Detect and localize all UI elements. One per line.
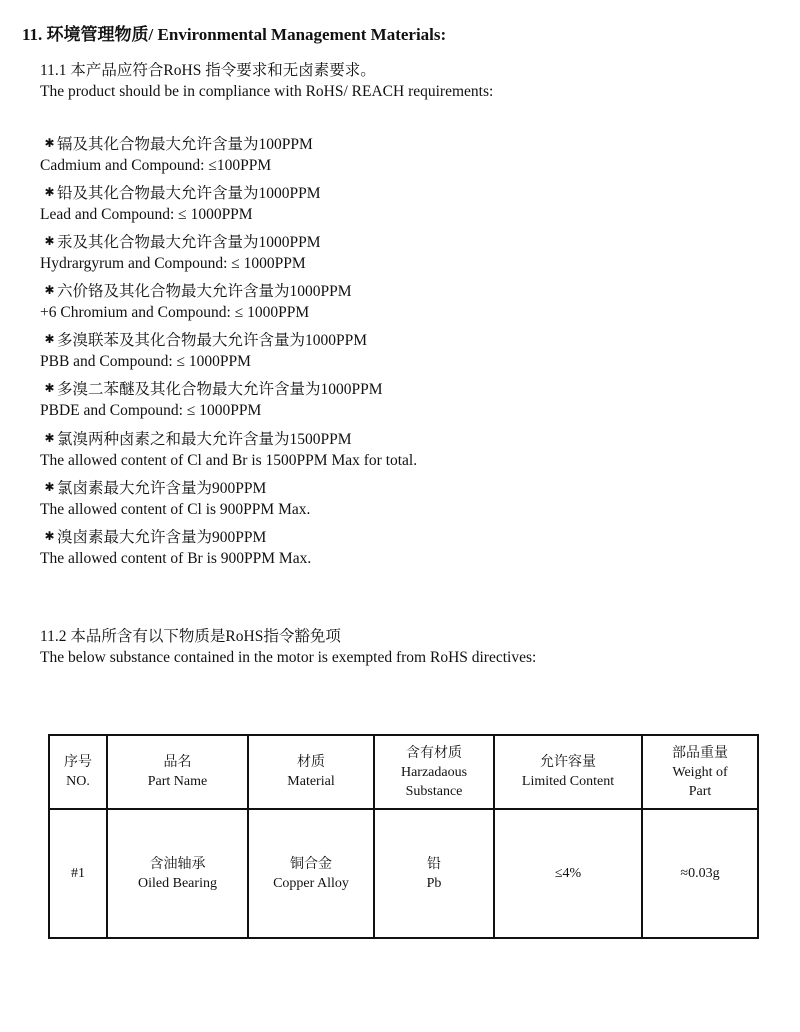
cell-substance: [374, 809, 494, 938]
limit-cn-text: 汞及其化合物最大允许含量为1000PPM: [57, 234, 321, 251]
header-cn: 品名: [163, 755, 192, 770]
limit-item-mercury-en: Hydrargyrum and Compound: ≤ 1000PPM: [40, 255, 306, 272]
section-11-1-en: The product should be in compliance with RoHS/ REACH requirements:: [40, 83, 494, 100]
limit-item-mercury-cn: [40, 230, 321, 252]
cell-en: Pb: [426, 875, 442, 891]
limit-item-lead-cn: [40, 181, 321, 203]
cell-en: Oiled Bearing: [138, 875, 217, 891]
asterisk-bullet-icon: ✱: [44, 480, 55, 494]
header-en: Harzadaous: [400, 764, 468, 780]
cell-cn: 铜合金: [290, 856, 332, 872]
header-cn: 含有材质: [406, 745, 462, 761]
cell-cn: 含油轴承: [149, 856, 206, 872]
limit-item-br-en: The allowed content of Br is 900PPM Max.: [40, 550, 312, 567]
asterisk-bullet-icon: ✱: [44, 381, 55, 395]
table-row: [49, 809, 758, 938]
header-material: [248, 735, 374, 809]
limit-item-pbb-cn: [40, 328, 367, 350]
header-en: Weight of: [672, 764, 728, 780]
limit-cn-text: 多溴联苯及其化合物最大允许含量为1000PPM: [57, 332, 368, 349]
limit-item-pbde-cn: [40, 377, 383, 399]
limit-item-cadmium-en: Cadmium and Compound: ≤100PPM: [40, 157, 272, 174]
limit-item-pbde-en: PBDE and Compound: ≤ 1000PPM: [40, 402, 262, 419]
asterisk-bullet-icon: ✱: [44, 283, 55, 297]
header-en-line2: Part: [688, 783, 712, 799]
asterisk-bullet-icon: ✱: [44, 332, 55, 346]
header-limited-content: [494, 735, 642, 809]
limit-item-cl-cn: [40, 476, 266, 498]
limit-item-lead-en: Lead and Compound: ≤ 1000PPM: [40, 206, 253, 223]
cell-no: #1: [49, 809, 107, 938]
header-cn: 材质: [297, 755, 325, 770]
limit-item-cl-br-total-en: The allowed content of Cl and Br is 1500PPM Max for total.: [40, 452, 418, 469]
header-en: Part Name: [147, 774, 208, 789]
header-part-name: [107, 735, 248, 809]
cell-material: [248, 809, 374, 938]
header-no: [49, 735, 107, 809]
cell-weight: ≈0.03g: [642, 809, 758, 938]
asterisk-bullet-icon: ✱: [44, 136, 55, 150]
limit-cn-text: 铅及其化合物最大允许含量为1000PPM: [57, 185, 321, 202]
section-11-1-cn: 11.1 本产品应符合RoHS 指令要求和无卤素要求。: [40, 62, 376, 79]
section-11-2-en: The below substance contained in the motor is exempted from RoHS directives:: [40, 649, 537, 666]
limit-cn-text: 多溴二苯醚及其化合物最大允许含量为1000PPM: [57, 381, 383, 398]
asterisk-bullet-icon: ✱: [44, 185, 55, 199]
header-cn: 序号: [64, 755, 92, 770]
asterisk-bullet-icon: ✱: [44, 234, 55, 248]
header-cn: 部品重量: [672, 745, 728, 761]
limit-cn-text: 氯卤素最大允许含量为900PPM: [57, 480, 267, 497]
limit-item-cadmium-cn: [40, 132, 313, 154]
header-en: Limited Content: [521, 774, 615, 789]
header-cn: 允许容量: [540, 755, 596, 770]
cell-cn: 铅: [427, 856, 441, 872]
limit-cn-text: 六价铬及其化合物最大允许含量为1000PPM: [57, 283, 352, 300]
limit-item-cl-en: The allowed content of Cl is 900PPM Max.: [40, 501, 311, 518]
limit-item-chromium-cn: [40, 279, 352, 301]
header-en: Material: [287, 774, 335, 789]
limit-cn-text: 镉及其化合物最大允许含量为100PPM: [57, 136, 313, 153]
asterisk-bullet-icon: ✱: [44, 431, 55, 445]
header-weight-of-part: [642, 735, 758, 809]
limit-cn-text: 氯溴两种卤素之和最大允许含量为1500PPM: [57, 431, 352, 448]
limit-item-cl-br-total-cn: [40, 427, 352, 449]
limit-item-pbb-en: PBB and Compound: ≤ 1000PPM: [40, 353, 251, 370]
limit-item-br-cn: [40, 525, 266, 547]
section-11-2-cn: 11.2 本品所含有以下物质是RoHS指令豁免项: [40, 628, 341, 645]
limit-item-chromium-en: +6 Chromium and Compound: ≤ 1000PPM: [40, 304, 310, 321]
cell-part-name: [107, 809, 248, 938]
cell-limited-content: ≤4%: [494, 809, 642, 938]
header-en: NO.: [66, 774, 90, 789]
header-en-line2: Substance: [405, 783, 463, 799]
asterisk-bullet-icon: ✱: [44, 529, 55, 543]
header-hazardous-substance: [374, 735, 494, 809]
section-heading: 11. 环境管理物质/ Environmental Management Materials:: [22, 25, 447, 44]
limit-cn-text: 溴卤素最大允许含量为900PPM: [57, 529, 267, 546]
table-header-row: [49, 735, 758, 809]
exemption-table: [48, 734, 759, 939]
cell-en: Copper Alloy: [273, 875, 349, 891]
